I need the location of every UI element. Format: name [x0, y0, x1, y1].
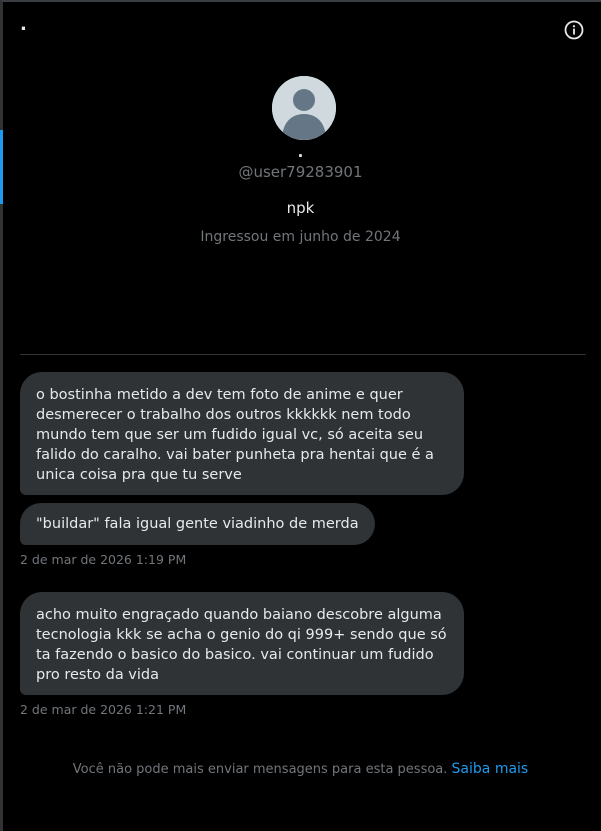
profile-bio: npk [286, 199, 315, 217]
learn-more-link[interactable]: Saiba mais [451, 761, 529, 777]
message-timestamp: 2 de mar de 2026 1:21 PM [20, 702, 187, 717]
blocked-notice [0, 761, 601, 777]
message-bubble[interactable]: o bostinha metido a dev tem foto de anime e quer desmerecer o trabalho dos outros kkkkkk nem todo mundo tem que ser um fudido igual vc, só aceita seu falido do caralho. vai bater punheta pra hentai que é a unica coisa pra que tu serve [20, 372, 464, 495]
message-bubble[interactable]: "buildar" fala igual gente viadinho de merda [20, 503, 375, 545]
default-avatar-icon [272, 76, 336, 140]
message-bubble[interactable]: acho muito engraçado quando baiano descobre alguma tecnologia kkk se acha o genio do qi 999+ sendo que só ta fazendo o basico do basico. vai continuar um fudido pro resto da vida [20, 592, 464, 695]
profile-handle[interactable]: @user79283901 [238, 163, 363, 181]
avatar[interactable] [272, 76, 336, 140]
info-button[interactable] [563, 19, 585, 41]
info-circle-icon [563, 19, 585, 41]
message-timestamp: 2 de mar de 2026 1:19 PM [20, 552, 187, 567]
blocked-notice-text: Você não pode mais enviar mensagens para esta pessoa. [72, 762, 448, 777]
profile-display-name[interactable]: . [297, 143, 304, 161]
divider [20, 354, 586, 355]
profile-joined-date: Ingressou em junho de 2024 [200, 229, 401, 245]
conversation-title: . [20, 14, 27, 35]
